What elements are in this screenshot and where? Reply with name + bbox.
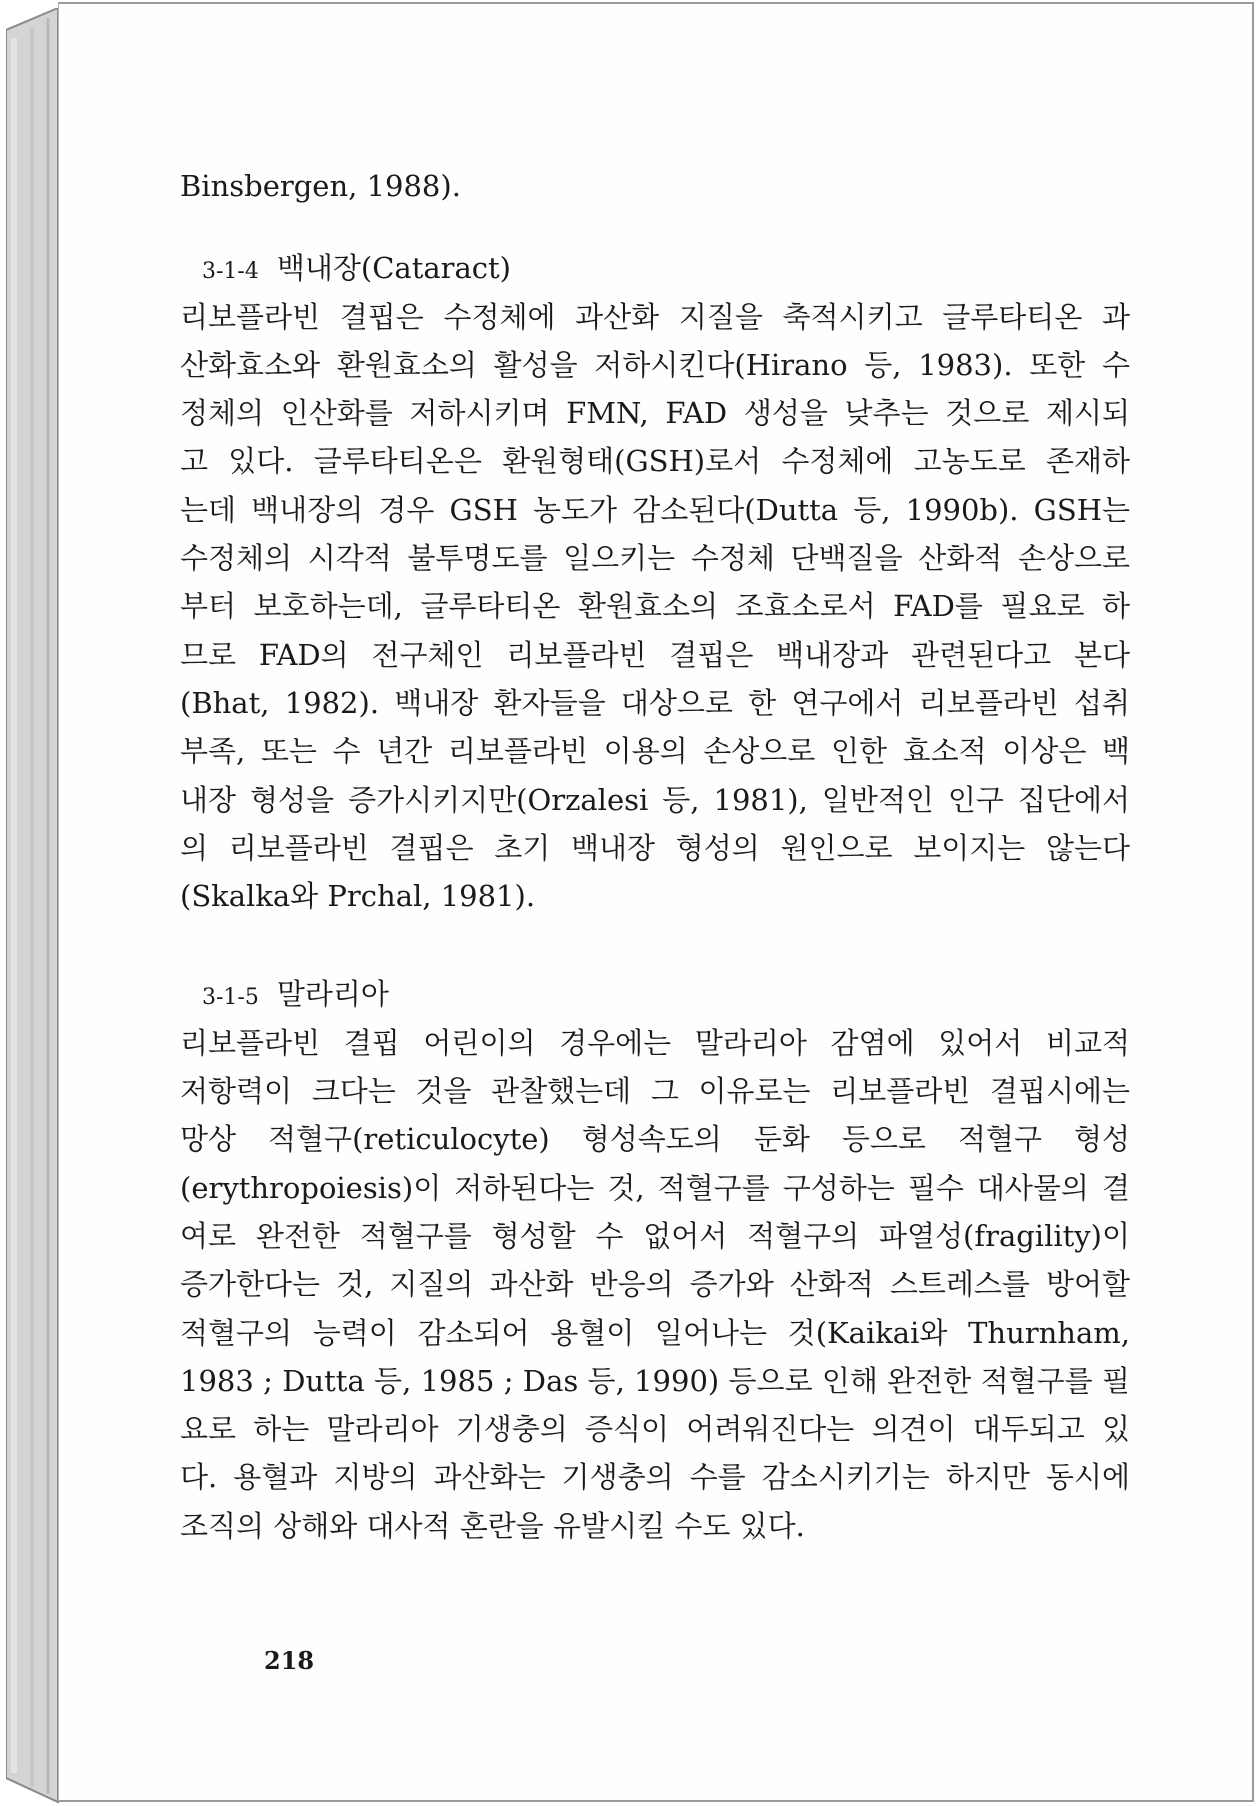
spacer bbox=[180, 210, 1130, 244]
section-heading-malaria bbox=[180, 970, 1130, 1018]
text-line: 부족, 또는 수 년간 리보플라빈 이용의 손상으로 인한 효소적 이상은 백 bbox=[180, 734, 1130, 769]
text-line: (Bhat, 1982). 백내장 환자들을 대상으로 한 연구에서 리보플라빈 섭취 bbox=[180, 685, 1130, 720]
text-line: 정체의 인산화를 저하시키며 FMN, FAD 생성을 낮추는 것으로 제시되 bbox=[180, 396, 1130, 431]
text-line: 망상 적혈구(reticulocyte) 형성속도의 둔화 등으로 적혈구 형성 bbox=[180, 1122, 1130, 1157]
section-number: 3-1-5 bbox=[202, 985, 259, 1011]
section-title: 말라리아 bbox=[276, 977, 389, 1012]
page-content bbox=[180, 162, 1130, 1550]
spacer bbox=[180, 920, 1130, 970]
text-line: 의 리보플라빈 결핍은 초기 백내장 형성의 원인으로 보이지는 않는다 bbox=[180, 830, 1130, 865]
text-line: 내장 형성을 증가시키지만(Orzalesi 등, 1981), 일반적인 인구 집단에서 bbox=[180, 782, 1130, 817]
text-line: 증가한다는 것, 지질의 과산화 반응의 증가와 산화적 스트레스를 방어할 bbox=[180, 1267, 1130, 1302]
text-line: (erythropoiesis)이 저하된다는 것, 적혈구를 구성하는 필수 대사물의 결 bbox=[180, 1170, 1130, 1205]
text-line: 요로 하는 말라리아 기생충의 증식이 어려워진다는 의견이 대두되고 있 bbox=[180, 1412, 1130, 1447]
text-line: 리보플라빈 결핍은 수정체에 과산화 지질을 축적시키고 글루타티온 과 bbox=[180, 299, 1130, 334]
page-number: 218 bbox=[264, 1646, 315, 1675]
text-line: 므로 FAD의 전구체인 리보플라빈 결핍은 백내장과 관련된다고 본다 bbox=[180, 637, 1130, 672]
text-line: 부터 보호하는데, 글루타티온 환원효소의 조효소로서 FAD를 필요로 하 bbox=[180, 589, 1130, 624]
text-line: 저항력이 크다는 것을 관찰했는데 그 이유로는 리보플라빈 결핍시에는 bbox=[180, 1074, 1130, 1109]
text-line: 여로 완전한 적혈구를 형성할 수 없어서 적혈구의 파열성(fragility)이 bbox=[180, 1218, 1130, 1253]
section-heading-cataract bbox=[180, 244, 1130, 292]
section-cataract-body bbox=[180, 293, 1130, 921]
text-line: 리보플라빈 결핍 어린이의 경우에는 말라리아 감염에 있어서 비교적 bbox=[180, 1025, 1130, 1060]
text-line: (Skalka와 Prchal, 1981). bbox=[180, 879, 536, 914]
text-line: 는데 백내장의 경우 GSH 농도가 감소된다(Dutta 등, 1990b). GSH는 bbox=[180, 492, 1130, 527]
text-line: 조직의 상해와 대사적 혼란을 유발시킬 수도 있다. bbox=[180, 1508, 805, 1543]
text-line: 적혈구의 능력이 감소되어 용혈이 일어나는 것(Kaikai와 Thurnham, bbox=[180, 1315, 1130, 1350]
text-line: 수정체의 시각적 불투명도를 일으키는 수정체 단백질을 산화적 손상으로 bbox=[180, 541, 1130, 576]
section-number: 3-1-4 bbox=[202, 259, 259, 285]
text-line: 산화효소와 환원효소의 활성을 저하시킨다(Hirano 등, 1983). 또한 수 bbox=[180, 347, 1130, 382]
text-line: 다. 용혈과 지방의 과산화는 기생충의 수를 감소시키기는 하지만 동시에 bbox=[180, 1460, 1130, 1495]
section-title: 백내장(Cataract) bbox=[276, 251, 511, 286]
text-line: 1983 ; Dutta 등, 1985 ; Das 등, 1990) 등으로 인해 완전한 적혈구를 필 bbox=[180, 1363, 1130, 1398]
text-line: 고 있다. 글루타티온은 환원형태(GSH)로서 수정체에 고농도로 존재하 bbox=[180, 444, 1130, 479]
intro-line: Binsbergen, 1988). bbox=[180, 169, 461, 203]
section-malaria-body bbox=[180, 1019, 1130, 1550]
